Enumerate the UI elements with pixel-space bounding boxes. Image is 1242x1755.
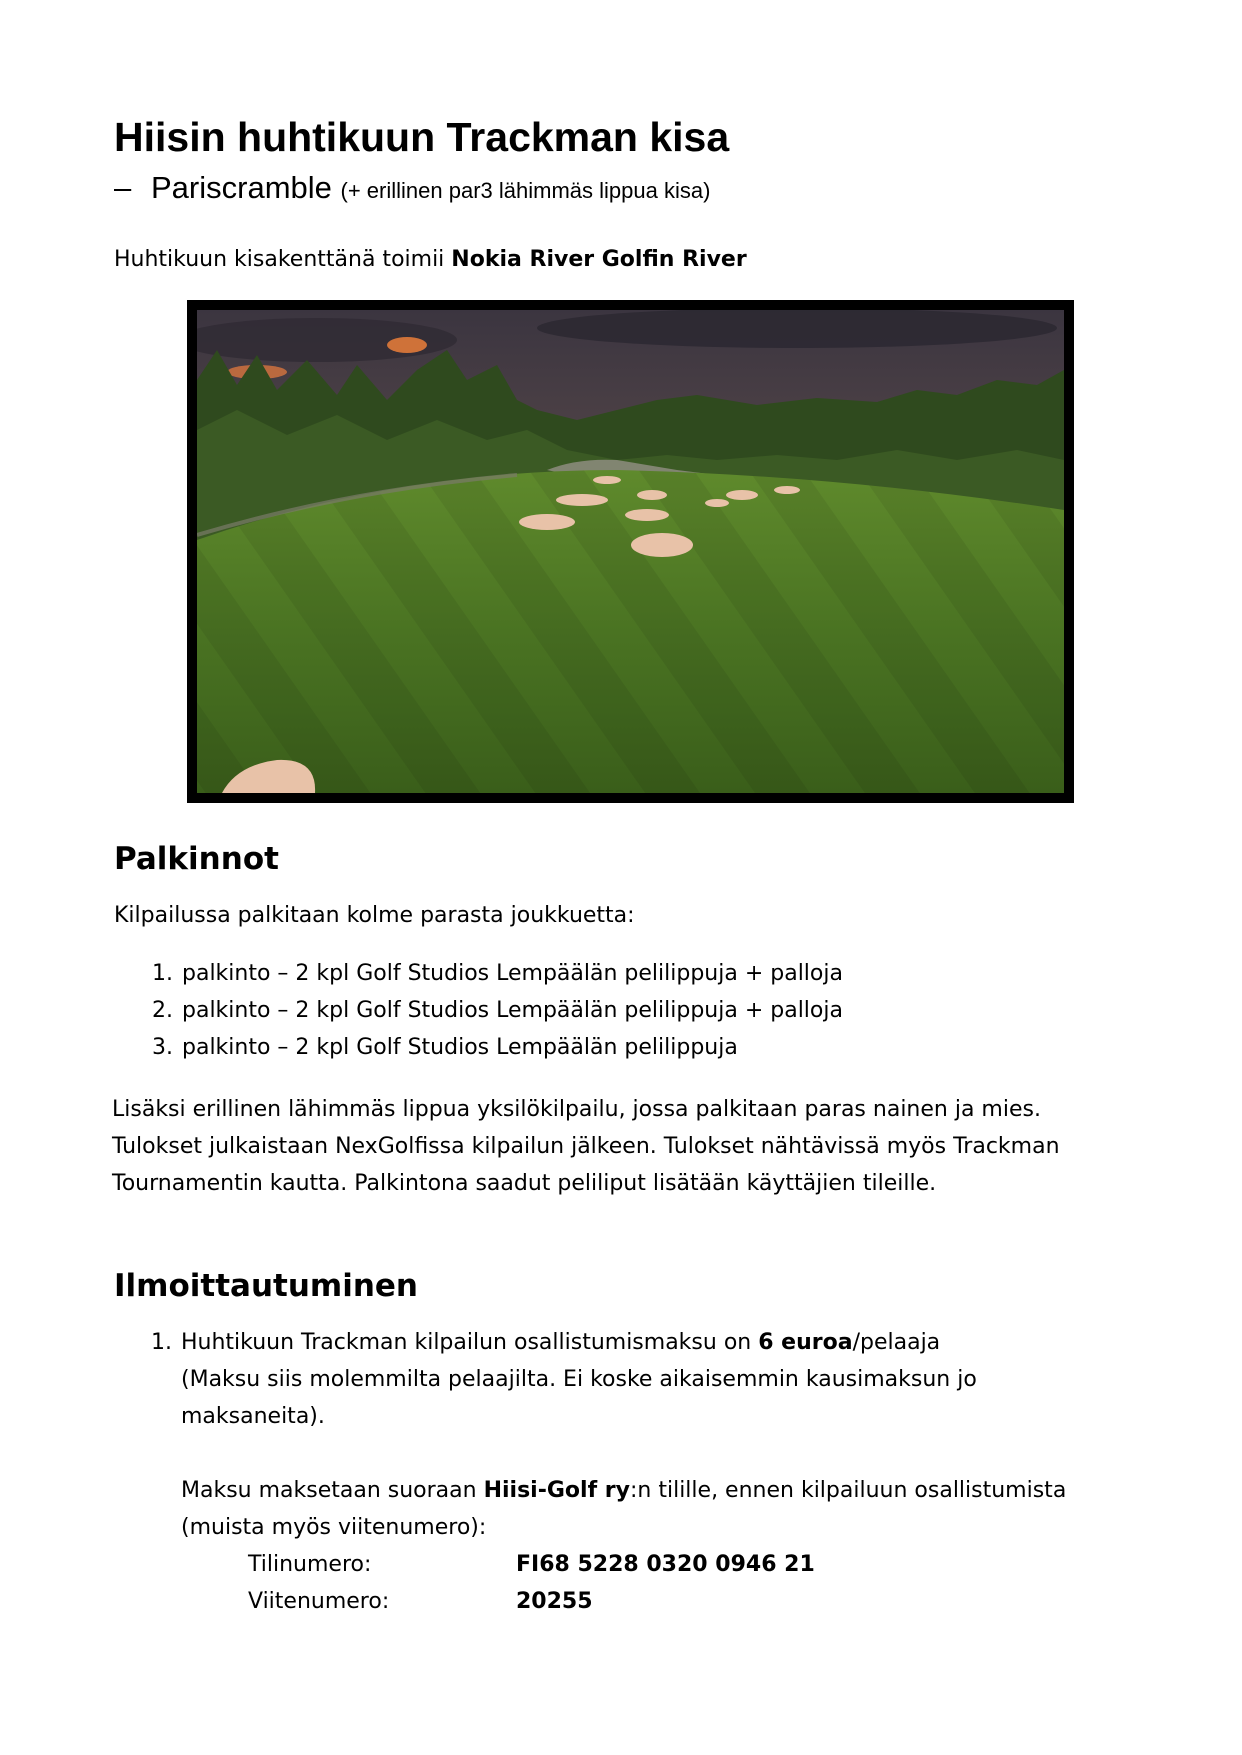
golf-course-image: [197, 310, 1064, 793]
fee-amount: 6 euroa: [758, 1330, 853, 1355]
prizes-info-line: Tournamentin kautta. Palkintona saadut peliliput lisätään käyttäjien tileille.: [112, 1171, 937, 1196]
account-row: [181, 1546, 1066, 1583]
fee-note-line: (Maksu siis molemmilta pelaajilta. Ei koske aikaisemmin kausimaksun jo: [181, 1367, 977, 1392]
prize-text: palkinto – 2 kpl Golf Studios Lempäälän pelilippuja + palloja: [182, 998, 843, 1023]
prize-text: palkinto – 2 kpl Golf Studios Lempäälän pelilippuja: [182, 1035, 738, 1060]
prize-number: 1.: [152, 961, 173, 986]
reference-row: [181, 1583, 1066, 1620]
registration-content: [181, 1324, 1066, 1620]
account-value: FI68 5228 0320 0946 21: [516, 1552, 815, 1577]
fee-text: Huhtikuun Trackman kilpailun osallistumismaksu on: [181, 1330, 759, 1355]
reference-value: 20255: [516, 1589, 593, 1614]
prizes-lead: Kilpailussa palkitaan kolme parasta joukkuetta:: [114, 903, 635, 928]
payment-note-line: (muista myös viitenumero):: [181, 1515, 487, 1540]
prize-number: 3.: [152, 1035, 173, 1060]
prizes-info-line: Tulokset julkaistaan NexGolfissa kilpailun jälkeen. Tulokset nähtävissä myös Trackman: [112, 1134, 1060, 1159]
subtitle-dash: –: [114, 170, 132, 205]
intro-course: Nokia River Golfin River: [451, 247, 747, 272]
prizes-info-paragraph: [112, 1091, 1060, 1202]
prizes-info-line: Lisäksi erillinen lähimmäs lippua yksilökilpailu, jossa palkitaan paras nainen ja mies.: [112, 1097, 1041, 1122]
payment-org: Hiisi-Golf ry: [483, 1478, 630, 1503]
subtitle-note: (+ erillinen par3 lähimmäs lippua kisa): [340, 178, 711, 203]
intro-line: [114, 241, 747, 278]
fee-note-line: maksaneita).: [181, 1404, 325, 1429]
registration-item-1: [151, 1324, 172, 1361]
prize-item-3: [152, 1029, 843, 1066]
account-label: Tilinumero:: [248, 1552, 372, 1577]
prizes-heading: Palkinnot: [114, 841, 279, 877]
prize-item-2: [152, 992, 843, 1029]
payment-text-post: :n tilille, ennen kilpailuun osallistumista: [630, 1478, 1067, 1503]
registration-number: 1.: [151, 1330, 172, 1355]
prize-text: palkinto – 2 kpl Golf Studios Lempäälän pelilippuja + palloja: [182, 961, 843, 986]
subtitle-format: Pariscramble: [151, 170, 332, 205]
prizes-list: [152, 955, 843, 1066]
intro-text: Huhtikuun kisakenttänä toimii: [114, 247, 452, 272]
spacer: [181, 1435, 1066, 1472]
reference-label: Viitenumero:: [248, 1589, 390, 1614]
registration-heading: Ilmoittautuminen: [114, 1268, 418, 1304]
document-title: Hiisin huhtikuun Trackman kisa: [114, 114, 730, 160]
prize-item-1: [152, 955, 843, 992]
document-subtitle: [114, 168, 710, 211]
payment-line: [181, 1472, 1066, 1509]
prize-number: 2.: [152, 998, 173, 1023]
payment-text: Maksu maksetaan suoraan: [181, 1478, 484, 1503]
course-photo-frame: [187, 300, 1074, 803]
fee-unit: /pelaaja: [852, 1330, 941, 1355]
fee-line: [181, 1324, 1066, 1361]
